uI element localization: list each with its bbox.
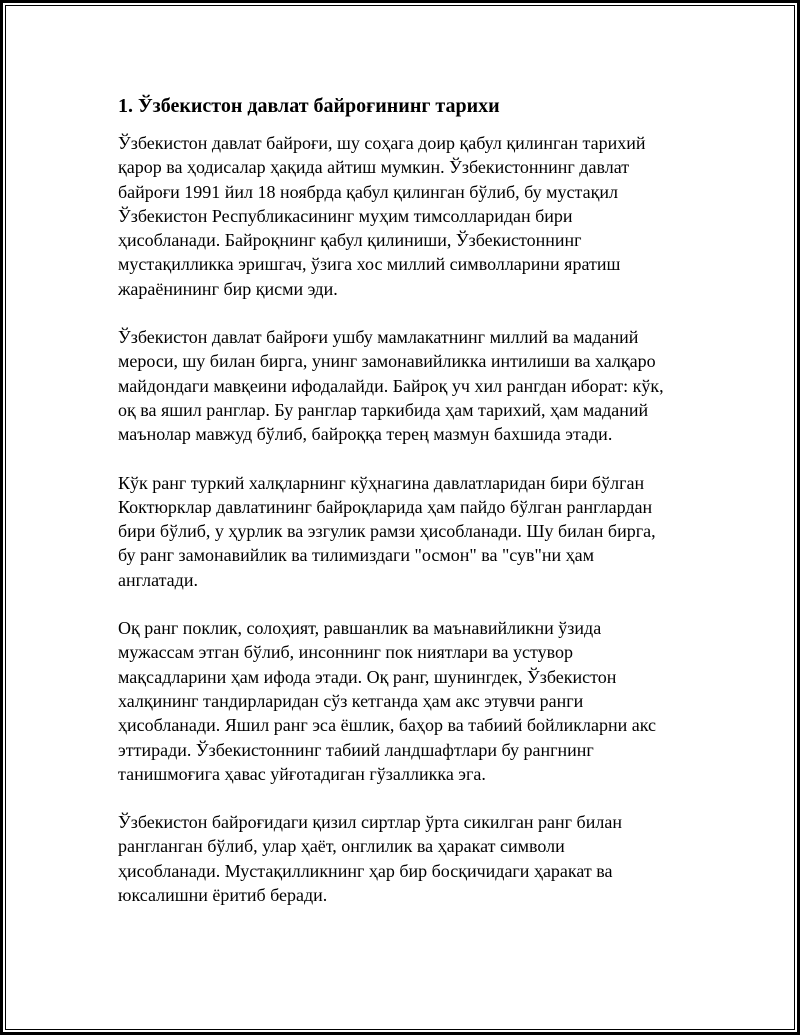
- text-line: ҳисобланади. Яшил ранг эса ёшлик, баҳор ва табиий бойликларни акс: [118, 715, 657, 736]
- document-body: [118, 92, 698, 931]
- text-line: рангланган бўлиб, улар ҳаёт, онглилик ва ҳаракат символи: [118, 836, 565, 857]
- text-line: англатади.: [118, 569, 198, 590]
- text-line: Оқ ранг поклик, солоҳият, равшанлик ва маънавийликни ўзида: [118, 618, 602, 639]
- paragraph-red-stripes: [118, 810, 698, 907]
- text-line: Ўзбекистон байроғидаги қизил сиртлар ўрта сикилган ранг билан: [118, 812, 622, 833]
- text-line: Кўк ранг туркий халқларнинг кўҳнагина давлатларидан бири бўлган: [118, 472, 645, 493]
- text-line: бу ранг замонавийлик ва тилимиздаги "осмон" ва "сув"ни ҳам: [118, 545, 595, 566]
- text-line: оқ ва яшил ранглар. Бу ранглар таркибида ҳам тарихий, ҳам маданий: [118, 399, 649, 420]
- text-line: жараёнининг бир қисми эди.: [118, 278, 338, 299]
- text-line: Коктюрклар давлатининг байроқларида ҳам пайдо бўлган ранглардан: [118, 496, 653, 517]
- text-line: ҳисобланади. Байроқнинг қабул қилиниши, Ўзбекистоннинг: [118, 230, 582, 251]
- text-line: мустақилликка эришгач, ўзига хос миллий символларини яратиш: [118, 254, 621, 275]
- text-line: Ўзбекистон давлат байроғи, шу соҳага доир қабул қилинган тарихий: [118, 133, 646, 153]
- text-line: Ўзбекистон Республикасининг муҳим тимсолларидан бири: [118, 205, 573, 226]
- paragraph-blue-color: [118, 471, 698, 592]
- text-line: юксалишни ёритиб беради.: [118, 885, 328, 906]
- text-line: мақсадларини ҳам ифода этади. Оқ ранг, шунингдек, Ўзбекистон: [118, 666, 617, 687]
- text-line: халқининг тандирларидан сўз кетганда ҳам акс этувчи ранги: [118, 690, 584, 711]
- paragraph-flag-history: [118, 131, 698, 301]
- section-heading: 1. Ўзбекистон давлат байроғининг тарихи: [118, 95, 500, 117]
- text-line: мероси, шу билан бирга, унинг замонавийликка интилиши ва халқаро: [118, 351, 656, 372]
- paragraph-white-green-colors: [118, 616, 698, 786]
- text-line: қарор ва ҳодисалар ҳақида айтиш мумкин. Ўзбекистоннинг давлат: [118, 157, 630, 178]
- text-line: маънолар мавжуд бўлиб, байроққа терең мазмун бахшида этади.: [118, 424, 613, 445]
- text-line: Ўзбекистон давлат байроғи ушбу мамлакатнинг миллий ва маданий: [118, 327, 639, 348]
- text-line: ҳисобланади. Мустақилликнинг ҳар бир босқичидаги ҳаракат ва: [118, 860, 613, 881]
- paragraph-flag-meaning: [118, 325, 698, 446]
- text-line: мужассам этган бўлиб, инсоннинг пок ниятлари ва устувор: [118, 642, 574, 663]
- text-line: майдондаги мавқеини ифодалайди. Байроқ уч хил рангдан иборат: кўк,: [118, 375, 664, 396]
- text-line: байроғи 1991 йил 18 ноябрда қабул қилинган бўлиб, бу мустақил: [118, 181, 618, 202]
- text-line: танишмоғига ҳавас уйғотадиган гўзалликка эга.: [118, 763, 486, 784]
- text-line: бири бўлиб, у ҳурлик ва эзгулик рамзи ҳисобланади. Шу билан бирга,: [118, 521, 656, 542]
- text-line: эттиради. Ўзбекистоннинг табиий ландшафтлари бу рангнинг: [118, 739, 594, 760]
